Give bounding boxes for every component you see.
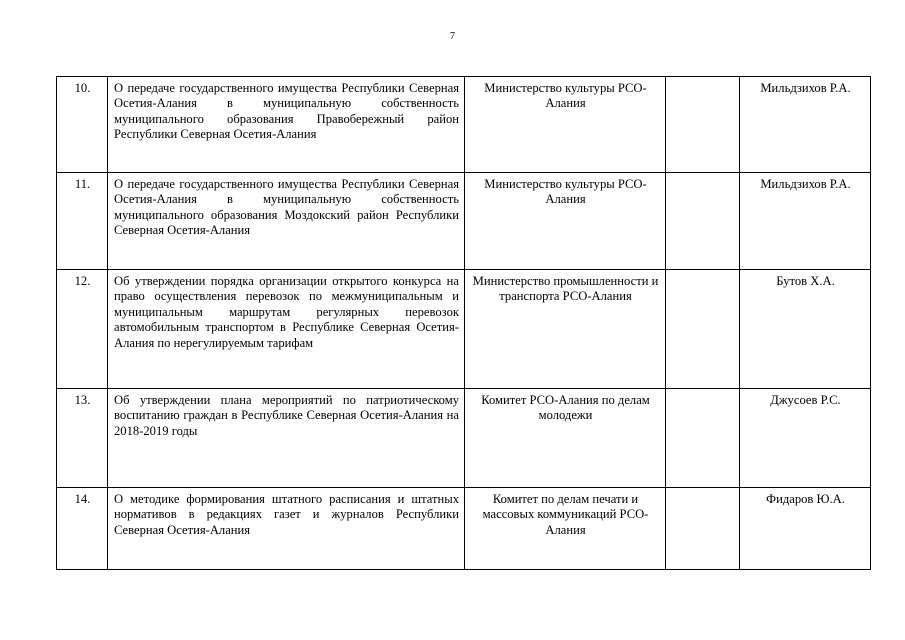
table-row [57,173,871,270]
row-responsible: Джусоев Р.С. [740,389,871,488]
row-number: 14. [57,488,108,570]
row-organization: Министерство промышленности и транспорта РСО-Алания [465,270,666,389]
table-row [57,270,871,389]
table-row [57,389,871,488]
row-responsible: Фидаров Ю.А. [740,488,871,570]
plan-table [56,76,871,570]
row-title: О передаче государственного имущества Республики Северная Осетия-Алания в муниципальную собственность муниципального образования Моздокский район Республики Северная Осетия-Алания [108,173,465,270]
row-term [666,270,740,389]
row-term [666,77,740,173]
row-number: 10. [57,77,108,173]
page-number: 7 [450,31,455,42]
row-organization: Комитет по делам печати и массовых коммуникаций РСО-Алания [465,488,666,570]
row-title: О методике формирования штатного расписания и штатных нормативов в редакциях газет и журналов Республики Северная Осетия-Алания [108,488,465,570]
row-title: О передаче государственного имущества Республики Северная Осетия-Алания в муниципальную собственность муниципального образования Правобережный район Республики Северная Осетия-Алания [108,77,465,173]
row-number: 11. [57,173,108,270]
row-organization: Комитет РСО-Алания по делам молодежи [465,389,666,488]
row-term [666,389,740,488]
row-organization: Министерство культуры РСО-Алания [465,173,666,270]
row-title: Об утверждении порядка организации открытого конкурса на право осуществления перевозок по межмуниципальным и муниципальным маршрутам регулярных перевозок автомобильным транспортом в Республике Северная Осетия-Алания по нерегулируемым тарифам [108,270,465,389]
row-title: Об утверждении плана мероприятий по патриотическому воспитанию граждан в Республике Северная Осетия-Алания на 2018-2019 годы [108,389,465,488]
row-organization: Министерство культуры РСО-Алания [465,77,666,173]
row-number: 12. [57,270,108,389]
table-row [57,77,871,173]
table-row [57,488,871,570]
row-responsible: Бутов Х.А. [740,270,871,389]
row-term [666,488,740,570]
row-term [666,173,740,270]
row-number: 13. [57,389,108,488]
row-responsible: Мильдзихов Р.А. [740,77,871,173]
row-responsible: Мильдзихов Р.А. [740,173,871,270]
